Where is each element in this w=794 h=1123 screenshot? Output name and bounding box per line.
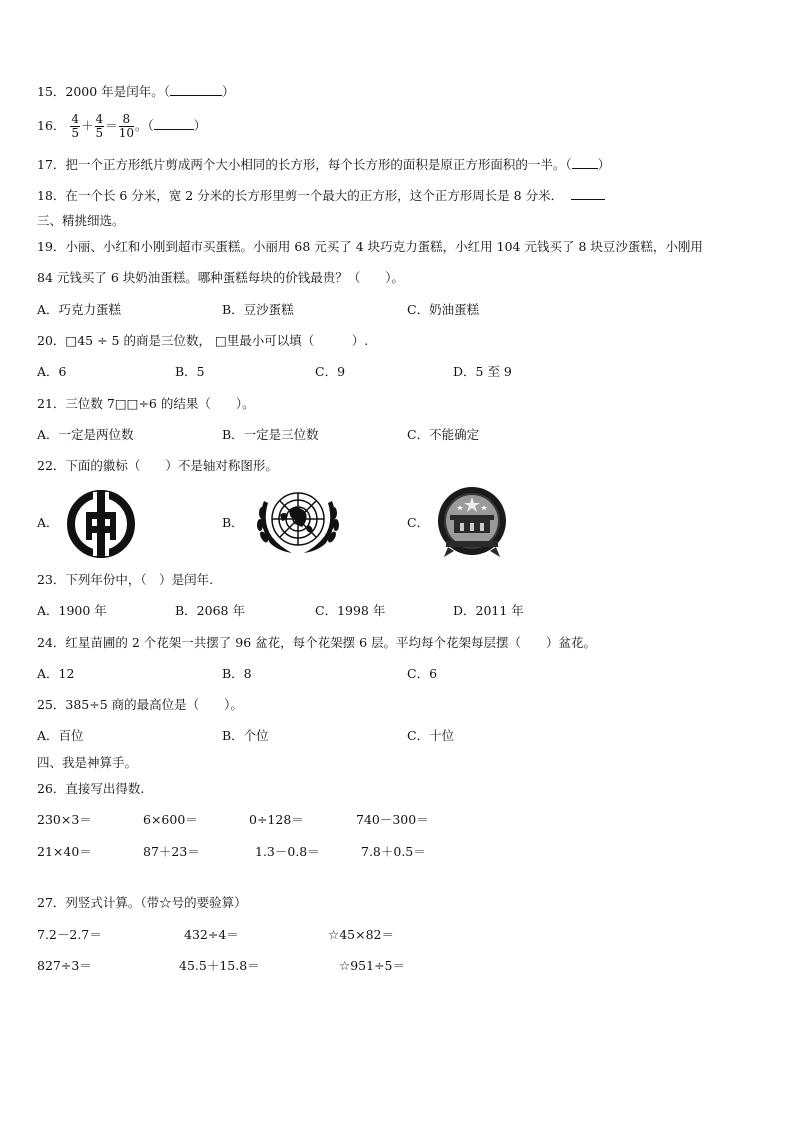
- national-emblem-icon[interactable]: [434, 485, 510, 561]
- question-number: 18．: [37, 188, 66, 203]
- question-number: 16．: [37, 118, 66, 133]
- calc-item: 740－300＝: [356, 812, 429, 827]
- calc-item: 0÷128＝: [249, 812, 304, 827]
- question-number: 22．: [37, 458, 66, 473]
- calc-item: 7.2－2.7＝: [37, 927, 102, 942]
- option-c[interactable]: C．十位: [407, 728, 455, 743]
- option-b[interactable]: B．豆沙蛋糕: [222, 302, 294, 317]
- question-number: 23．: [37, 572, 66, 587]
- calc-item: 230×3＝: [37, 812, 92, 827]
- question-number: 21．: [37, 396, 66, 411]
- question-17: 17．把一个正方形纸片剪成两个大小相同的长方形，每个长方形的面积是原正方形面积的一半。（ ）: [37, 157, 611, 172]
- question-text: 2000 年是闰年。（: [65, 84, 170, 99]
- calc-item: 6×600＝: [143, 812, 198, 827]
- answer-blank[interactable]: [572, 156, 598, 169]
- question-20: [37, 333, 368, 349]
- question-18: [37, 187, 605, 204]
- question-text: 385÷5 商的最高位是（ ）。: [65, 697, 243, 712]
- question-number: 20．: [37, 333, 66, 348]
- question-text: 下列年份中，（ ）是闰年.: [65, 572, 214, 587]
- option-b[interactable]: B．个位: [222, 728, 269, 743]
- option-a[interactable]: A．巧克力蛋糕: [37, 302, 122, 317]
- question-text: 小丽、小红和小刚到超市买蛋糕。小丽用 68 元买了 4 块巧克力蛋糕，小红用 104 元钱买了 8 块豆沙蛋糕，小刚用: [65, 239, 703, 254]
- question-text: 红星苗圃的 2 个花架一共摆了 96 盆花，每个花架摆 6 层。平均每个花架每层摆（ ）盆花。: [65, 635, 597, 650]
- calc-item: ☆951÷5＝: [339, 958, 405, 973]
- question-21: [37, 396, 255, 412]
- question-19: [37, 239, 703, 255]
- option-c[interactable]: C．6: [407, 666, 438, 681]
- option-b[interactable]: B．: [222, 515, 244, 530]
- question-number: 17．: [37, 157, 66, 172]
- un-emblem-icon[interactable]: [250, 485, 346, 561]
- question-15: 15．2000 年是闰年。（ ）: [37, 84, 235, 99]
- calc-item: 432÷4＝: [184, 927, 239, 942]
- option-d[interactable]: D．5 至 9: [453, 364, 512, 379]
- question-text: 直接写出得数.: [65, 781, 145, 796]
- calc-item: 87＋23＝: [143, 844, 200, 859]
- question-26: [37, 781, 144, 797]
- option-d[interactable]: D．2011 年: [453, 603, 524, 618]
- bank-emblem-icon[interactable]: [64, 488, 138, 560]
- calc-item: 21×40＝: [37, 844, 92, 859]
- question-number: 27．: [37, 895, 66, 910]
- calc-item: ☆45×82＝: [328, 927, 394, 942]
- option-c[interactable]: C．1998 年: [315, 603, 386, 618]
- question-number: 26．: [37, 781, 66, 796]
- section-heading-3: 三、精挑细选。: [37, 213, 125, 228]
- question-text: □45 ÷ 5 的商是三位数， □里最小可以填（ ）.: [65, 333, 369, 348]
- question-text: 列竖式计算。（带☆号的要验算）: [65, 895, 247, 910]
- question-22: [37, 458, 278, 474]
- option-a[interactable]: A．: [37, 515, 59, 530]
- option-c[interactable]: C．奶油蛋糕: [407, 302, 480, 317]
- section-heading-4: 四、我是神算手。: [37, 755, 138, 770]
- calc-item: 827÷3＝: [37, 958, 92, 973]
- answer-blank[interactable]: [154, 117, 194, 130]
- question-23: [37, 572, 213, 588]
- question-19-cont: 84 元钱买了 6 块奶油蛋糕。哪种蛋糕每块的价钱最贵？（ ）。: [37, 270, 405, 285]
- answer-blank[interactable]: [170, 83, 222, 96]
- option-c[interactable]: C．不能确定: [407, 427, 480, 442]
- calc-item: 1.3－0.8＝: [255, 844, 320, 859]
- option-a[interactable]: A．6: [37, 364, 67, 379]
- option-b[interactable]: B．8: [222, 666, 252, 681]
- question-text: 三位数 7□□÷6 的结果（ ）。: [65, 396, 255, 411]
- fraction-1: $\frac{4}{5}$: [71, 112, 80, 140]
- question-24: [37, 635, 596, 651]
- question-number: 25．: [37, 697, 66, 712]
- question-25: [37, 697, 243, 713]
- option-a[interactable]: A．1900 年: [37, 603, 107, 618]
- option-a[interactable]: A．12: [37, 666, 75, 681]
- question-text: 在一个长 6 分米，宽 2 分米的长方形里剪一个最大的正方形，这个正方形周长是 8 分米．: [65, 188, 564, 203]
- question-number: 19．: [37, 239, 66, 254]
- calc-item: 45.5＋15.8＝: [179, 958, 260, 973]
- question-number: 24．: [37, 635, 66, 650]
- calc-item: 7.8＋0.5＝: [361, 844, 426, 859]
- option-c[interactable]: C．9: [315, 364, 346, 379]
- question-27: [37, 895, 247, 911]
- fraction-3: $\frac{8}{10}$: [118, 112, 134, 140]
- option-c[interactable]: C．: [407, 515, 430, 530]
- option-b[interactable]: B．5: [175, 364, 205, 379]
- option-b[interactable]: B．2068 年: [175, 603, 245, 618]
- option-a[interactable]: A．百位: [37, 728, 84, 743]
- answer-blank[interactable]: [571, 187, 605, 200]
- question-number: 15．: [37, 84, 66, 99]
- question-text: 把一个正方形纸片剪成两个大小相同的长方形，每个长方形的面积是原正方形面积的一半。（: [65, 157, 572, 172]
- question-text: 下面的徽标（ ）不是轴对称图形。: [65, 458, 278, 473]
- option-b[interactable]: B．一定是三位数: [222, 427, 319, 442]
- fraction-2: $\frac{4}{5}$: [95, 112, 104, 140]
- option-a[interactable]: A．一定是两位数: [37, 427, 134, 442]
- question-16: 16． $\frac{4}{5}$ ＋ $\frac{4}{5}$ ＝ $\frac{8}{10}$ 。（ ）: [37, 112, 207, 140]
